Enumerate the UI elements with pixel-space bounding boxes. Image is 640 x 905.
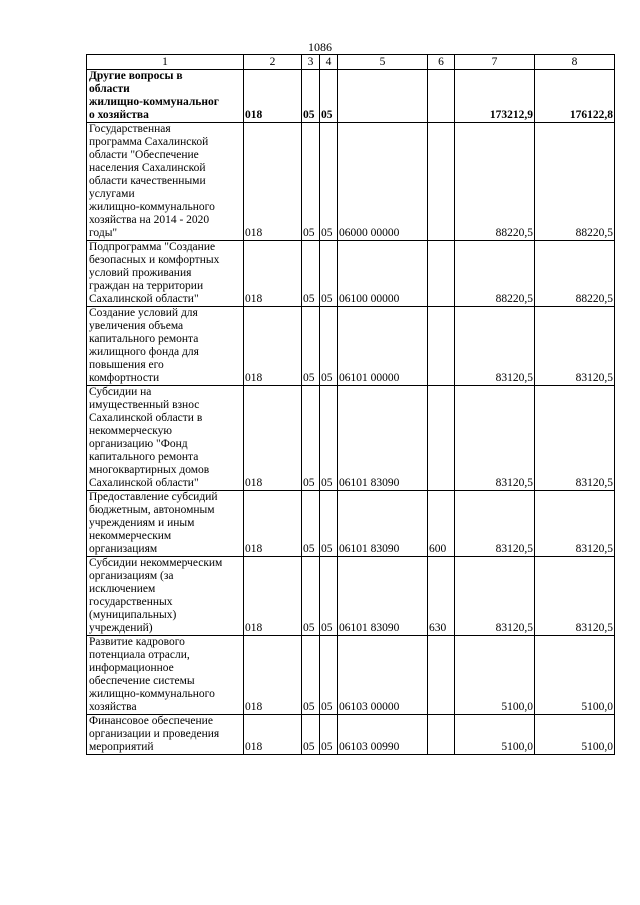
amount-year1-cell: 173212,9 bbox=[455, 70, 535, 123]
item-name-line: организациям bbox=[89, 543, 158, 555]
column-number: 1 bbox=[87, 55, 244, 70]
table-row bbox=[87, 241, 615, 307]
table-row bbox=[87, 307, 615, 386]
section-code-cell: 05 bbox=[302, 636, 320, 715]
amount-year2-cell: 176122,8 bbox=[535, 70, 615, 123]
column-number: 8 bbox=[535, 55, 615, 70]
target-article-cell: 06101 83090 bbox=[338, 557, 428, 636]
item-name-line: повышения его bbox=[89, 359, 164, 371]
item-name-line: капитального ремонта bbox=[89, 451, 199, 463]
subsection-code-cell: 05 bbox=[320, 241, 338, 307]
item-name-cell bbox=[87, 123, 244, 241]
amount-year2-cell: 88220,5 bbox=[535, 123, 615, 241]
column-number: 3 bbox=[302, 55, 320, 70]
target-article-cell: 06000 00000 bbox=[338, 123, 428, 241]
amount-year1-cell: 83120,5 bbox=[455, 491, 535, 557]
item-name-line: некоммерческим bbox=[89, 530, 172, 542]
target-article-cell bbox=[338, 70, 428, 123]
amount-year2-cell: 83120,5 bbox=[535, 557, 615, 636]
expense-type-cell bbox=[428, 307, 455, 386]
section-code-cell: 05 bbox=[302, 70, 320, 123]
table-row bbox=[87, 557, 615, 636]
target-article-cell: 06101 83090 bbox=[338, 491, 428, 557]
amount-year1-cell: 88220,5 bbox=[455, 123, 535, 241]
item-name-line: Сахалинской области" bbox=[89, 477, 199, 489]
item-name-line: Субсидии некоммерческим bbox=[89, 557, 223, 569]
target-article-cell: 06101 83090 bbox=[338, 386, 428, 491]
expense-type-cell bbox=[428, 386, 455, 491]
department-code-cell: 018 bbox=[244, 557, 302, 636]
item-name-line: услугами bbox=[89, 188, 135, 200]
item-name-line: (муниципальных) bbox=[89, 609, 177, 621]
subsection-code-cell: 05 bbox=[320, 307, 338, 386]
item-name-cell bbox=[87, 241, 244, 307]
item-name-line: Субсидии на bbox=[89, 386, 152, 398]
section-code-cell: 05 bbox=[302, 557, 320, 636]
expense-type-cell bbox=[428, 241, 455, 307]
item-name-line: государственных bbox=[89, 596, 173, 608]
target-article-cell: 06103 00000 bbox=[338, 636, 428, 715]
item-name-line: Подпрограмма "Создание bbox=[89, 241, 216, 253]
item-name-line: программа Сахалинской bbox=[89, 136, 209, 148]
expense-type-cell: 630 bbox=[428, 557, 455, 636]
department-code-cell: 018 bbox=[244, 386, 302, 491]
item-name-line: потенциала отрасли, bbox=[89, 649, 190, 661]
item-name-cell bbox=[87, 307, 244, 386]
item-name-cell bbox=[87, 715, 244, 755]
table-row bbox=[87, 715, 615, 755]
expense-type-cell: 600 bbox=[428, 491, 455, 557]
department-code-cell: 018 bbox=[244, 491, 302, 557]
column-number: 4 bbox=[320, 55, 338, 70]
budget-table bbox=[86, 54, 615, 755]
item-name-line: граждан на территории bbox=[89, 280, 204, 292]
section-code-cell: 05 bbox=[302, 491, 320, 557]
item-name-line: многоквартирных домов bbox=[89, 464, 210, 476]
table-row bbox=[87, 491, 615, 557]
item-name-line: бюджетным, автономным bbox=[89, 504, 215, 516]
section-code-cell: 05 bbox=[302, 715, 320, 755]
item-name-line: Сахалинской области в bbox=[89, 412, 203, 424]
subsection-code-cell: 05 bbox=[320, 636, 338, 715]
item-name-line: хозяйства на 2014 - 2020 bbox=[89, 214, 210, 226]
section-code-cell: 05 bbox=[302, 123, 320, 241]
amount-year2-cell: 5100,0 bbox=[535, 715, 615, 755]
column-number: 6 bbox=[428, 55, 455, 70]
column-number: 7 bbox=[455, 55, 535, 70]
item-name-line: учреждениям и иным bbox=[89, 517, 195, 529]
item-name-line: обеспечение системы bbox=[89, 675, 195, 687]
item-name-line: населения Сахалинской bbox=[89, 162, 206, 174]
section-code-cell: 05 bbox=[302, 241, 320, 307]
item-name-line: мероприятий bbox=[89, 741, 154, 753]
item-name-line: организациям (за bbox=[89, 570, 174, 582]
amount-year2-cell: 88220,5 bbox=[535, 241, 615, 307]
amount-year1-cell: 83120,5 bbox=[455, 307, 535, 386]
department-code-cell: 018 bbox=[244, 241, 302, 307]
section-code-cell: 05 bbox=[302, 307, 320, 386]
subsection-code-cell: 05 bbox=[320, 715, 338, 755]
item-name-line: учреждений) bbox=[89, 622, 153, 634]
item-name-cell bbox=[87, 491, 244, 557]
item-name-line: Сахалинской области" bbox=[89, 293, 199, 305]
expense-type-cell bbox=[428, 70, 455, 123]
expense-type-cell bbox=[428, 715, 455, 755]
item-name-line: Создание условий для bbox=[89, 307, 198, 319]
expense-type-cell bbox=[428, 636, 455, 715]
table-row bbox=[87, 386, 615, 491]
item-name-line: жилищно-коммунального bbox=[89, 201, 215, 213]
column-number: 2 bbox=[244, 55, 302, 70]
amount-year1-cell: 83120,5 bbox=[455, 386, 535, 491]
department-code-cell: 018 bbox=[244, 123, 302, 241]
item-name-cell bbox=[87, 636, 244, 715]
department-code-cell: 018 bbox=[244, 715, 302, 755]
subsection-code-cell: 05 bbox=[320, 557, 338, 636]
amount-year1-cell: 5100,0 bbox=[455, 636, 535, 715]
table-row bbox=[87, 123, 615, 241]
item-name-cell bbox=[87, 386, 244, 491]
target-article-cell: 06100 00000 bbox=[338, 241, 428, 307]
table-row bbox=[87, 636, 615, 715]
subsection-code-cell: 05 bbox=[320, 386, 338, 491]
item-name-line: организации и проведения bbox=[89, 728, 220, 740]
item-name-line: Развитие кадрового bbox=[89, 636, 185, 648]
item-name-line: условий проживания bbox=[89, 267, 192, 279]
item-name-line: имущественный взнос bbox=[89, 399, 200, 411]
item-name-line: Финансовое обеспечение bbox=[89, 715, 213, 727]
amount-year1-cell: 5100,0 bbox=[455, 715, 535, 755]
item-name-line: организацию "Фонд bbox=[89, 438, 188, 450]
subsection-code-cell: 05 bbox=[320, 70, 338, 123]
amount-year1-cell: 88220,5 bbox=[455, 241, 535, 307]
item-name-line: комфортности bbox=[89, 372, 160, 384]
target-article-cell: 06103 00990 bbox=[338, 715, 428, 755]
table-row bbox=[87, 70, 615, 123]
item-name-line: информационное bbox=[89, 662, 174, 674]
item-name-line: области качественными bbox=[89, 175, 206, 187]
department-code-cell: 018 bbox=[244, 70, 302, 123]
item-name-line: о хозяйства bbox=[89, 109, 149, 121]
item-name-line: исключением bbox=[89, 583, 156, 595]
item-name-line: некоммерческую bbox=[89, 425, 172, 437]
amount-year2-cell: 5100,0 bbox=[535, 636, 615, 715]
item-name-line: области "Обеспечение bbox=[89, 149, 199, 161]
item-name-line: жилищно-коммунальног bbox=[89, 96, 219, 108]
column-number: 5 bbox=[338, 55, 428, 70]
item-name-line: жилищно-коммунального bbox=[89, 688, 215, 700]
item-name-cell bbox=[87, 557, 244, 636]
department-code-cell: 018 bbox=[244, 636, 302, 715]
item-name-line: Предоставление субсидий bbox=[89, 491, 218, 503]
item-name-cell bbox=[87, 70, 244, 123]
subsection-code-cell: 05 bbox=[320, 123, 338, 241]
amount-year2-cell: 83120,5 bbox=[535, 386, 615, 491]
item-name-line: увеличения объема bbox=[89, 320, 184, 332]
item-name-line: капитального ремонта bbox=[89, 333, 199, 345]
department-code-cell: 018 bbox=[244, 307, 302, 386]
section-code-cell: 05 bbox=[302, 386, 320, 491]
page-number: 1086 bbox=[308, 40, 332, 54]
item-name-line: Государственная bbox=[89, 123, 171, 135]
subsection-code-cell: 05 bbox=[320, 491, 338, 557]
item-name-line: хозяйства bbox=[89, 701, 137, 713]
amount-year2-cell: 83120,5 bbox=[535, 491, 615, 557]
expense-type-cell bbox=[428, 123, 455, 241]
item-name-line: Другие вопросы в bbox=[89, 70, 183, 82]
target-article-cell: 06101 00000 bbox=[338, 307, 428, 386]
item-name-line: области bbox=[89, 83, 130, 95]
column-number-row bbox=[87, 55, 615, 70]
item-name-line: жилищного фонда для bbox=[89, 346, 199, 358]
item-name-line: годы" bbox=[89, 227, 118, 239]
item-name-line: безопасных и комфортных bbox=[89, 254, 220, 266]
amount-year2-cell: 83120,5 bbox=[535, 307, 615, 386]
amount-year1-cell: 83120,5 bbox=[455, 557, 535, 636]
